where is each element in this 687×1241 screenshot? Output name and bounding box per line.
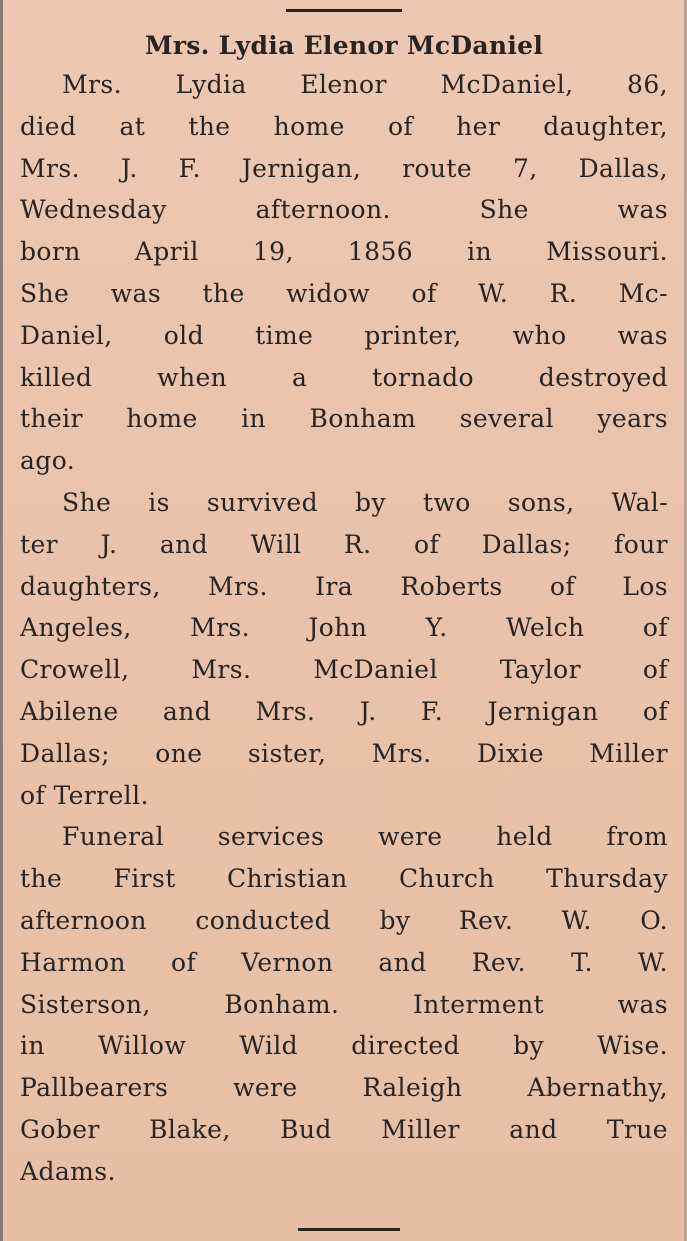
text-line: afternoon conducted by Rev. W. O. [20, 905, 668, 935]
text-line: Daniel, old time printer, who was [20, 320, 668, 350]
text-line: Funeral services were held from [62, 822, 668, 852]
article-headline: Mrs. Lydia Elenor McDaniel [144, 31, 544, 60]
text-line: killed when a tornado destroyed [20, 362, 668, 392]
text-line: Wednesday afternoon. She was [20, 195, 668, 225]
top-divider-rule [286, 9, 402, 12]
obituary-article [20, 28, 668, 1193]
text-line: died at the home of her daughter, [20, 111, 668, 141]
clipping-left-edge [0, 0, 3, 1241]
text-line: Harmon of Vernon and Rev. T. W. [20, 947, 668, 977]
text-line: Mrs. Lydia Elenor McDaniel, 86, [62, 70, 668, 99]
text-line: Mrs. J. F. Jernigan, route 7, Dallas, [20, 153, 668, 183]
text-line: She is survived by two sons, Wal- [62, 487, 668, 517]
paragraph-death-notice [20, 64, 668, 482]
text-line: in Willow Wild directed by Wise. [20, 1031, 668, 1061]
text-line: She was the widow of W. R. Mc- [20, 278, 668, 308]
paragraph-survivors [20, 482, 668, 816]
text-line: Sisterson, Bonham. Interment was [20, 989, 668, 1019]
text-line: Dallas; one sister, Mrs. Dixie Miller [20, 738, 668, 768]
text-line: Pallbearers were Raleigh Abernathy, [20, 1073, 668, 1103]
text-line: ago. [20, 446, 76, 476]
text-line: their home in Bonham several years [20, 404, 668, 434]
paragraph-funeral-services [20, 816, 668, 1192]
text-line: born April 19, 1856 in Missouri. [20, 237, 668, 267]
text-line: Angeles, Mrs. John Y. Welch of [20, 613, 668, 643]
text-line: the First Christian Church Thursday [20, 864, 668, 894]
text-line: Crowell, Mrs. McDaniel Taylor of [20, 655, 668, 685]
text-line: Adams. [20, 1156, 116, 1186]
text-line: of Terrell. [20, 780, 149, 810]
text-line: daughters, Mrs. Ira Roberts of Los [20, 571, 668, 601]
text-line: ter J. and Will R. of Dallas; four [20, 529, 668, 559]
text-line: Abilene and Mrs. J. F. Jernigan of [20, 696, 668, 726]
text-line: Gober Blake, Bud Miller and True [20, 1114, 668, 1144]
bottom-divider-rule [298, 1228, 400, 1231]
